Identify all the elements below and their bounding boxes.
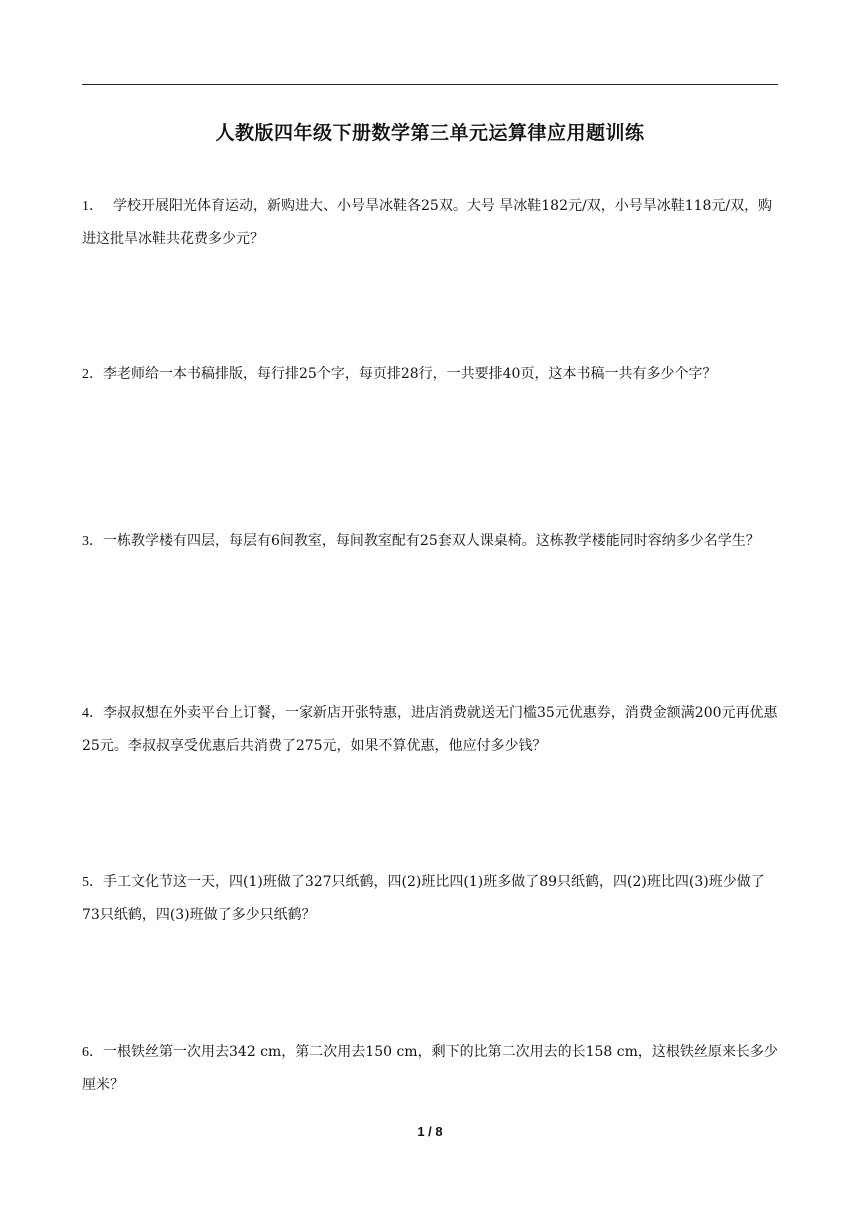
page-indicator: 1 / 8 xyxy=(417,1124,443,1139)
question-number: 5． xyxy=(82,875,103,890)
question-number: 1． xyxy=(82,199,103,214)
question-6 xyxy=(82,1036,782,1101)
header-rule xyxy=(82,84,778,85)
question-number: 4． xyxy=(82,706,103,721)
question-number: 6． xyxy=(82,1045,103,1060)
question-text: 一根铁丝第一次用去342 cm，第二次用去150 cm，剩下的比第二次用去的长158 cm，这根铁丝原来长多少厘米？ xyxy=(82,1044,778,1093)
question-2 xyxy=(82,358,782,391)
question-text: 李叔叔想在外卖平台上订餐，一家新店开张特惠，进店消费就送无门槛35元优惠券，消费金额满200元再优惠25元。李叔叔享受优惠后共消费了275元，如果不算优惠，他应付多少钱？ xyxy=(82,705,778,754)
question-number: 2． xyxy=(82,367,103,382)
question-5 xyxy=(82,866,782,931)
question-text: 手工文化节这一天，四(1)班做了327只纸鹤，四(2)班比四(1)班多做了89只纸鹤，四(2)班比四(3)班少做了73只纸鹤，四(3)班做了多少只纸鹤？ xyxy=(82,874,765,923)
question-text: 李老师给一本书稿排版，每行排25个字，每页排28行，一共要排40页，这本书稿一共有多少个字？ xyxy=(103,366,717,382)
question-1 xyxy=(82,190,782,255)
question-text: 一栋教学楼有四层，每层有6间教室，每间教室配有25套双人课桌椅。这栋教学楼能同时容纳多少名学生？ xyxy=(103,533,760,549)
document-title: 人教版四年级下册数学第三单元运算律应用题训练 xyxy=(215,122,645,144)
question-3 xyxy=(82,525,782,558)
question-number: 3． xyxy=(82,534,103,549)
question-4 xyxy=(82,697,782,762)
question-text: 学校开展阳光体育运动，新购进大、小号旱冰鞋各25双。大号 旱冰鞋182元/双，小号旱冰鞋118元/双，购进这批旱冰鞋共花费多少元？ xyxy=(82,198,773,247)
